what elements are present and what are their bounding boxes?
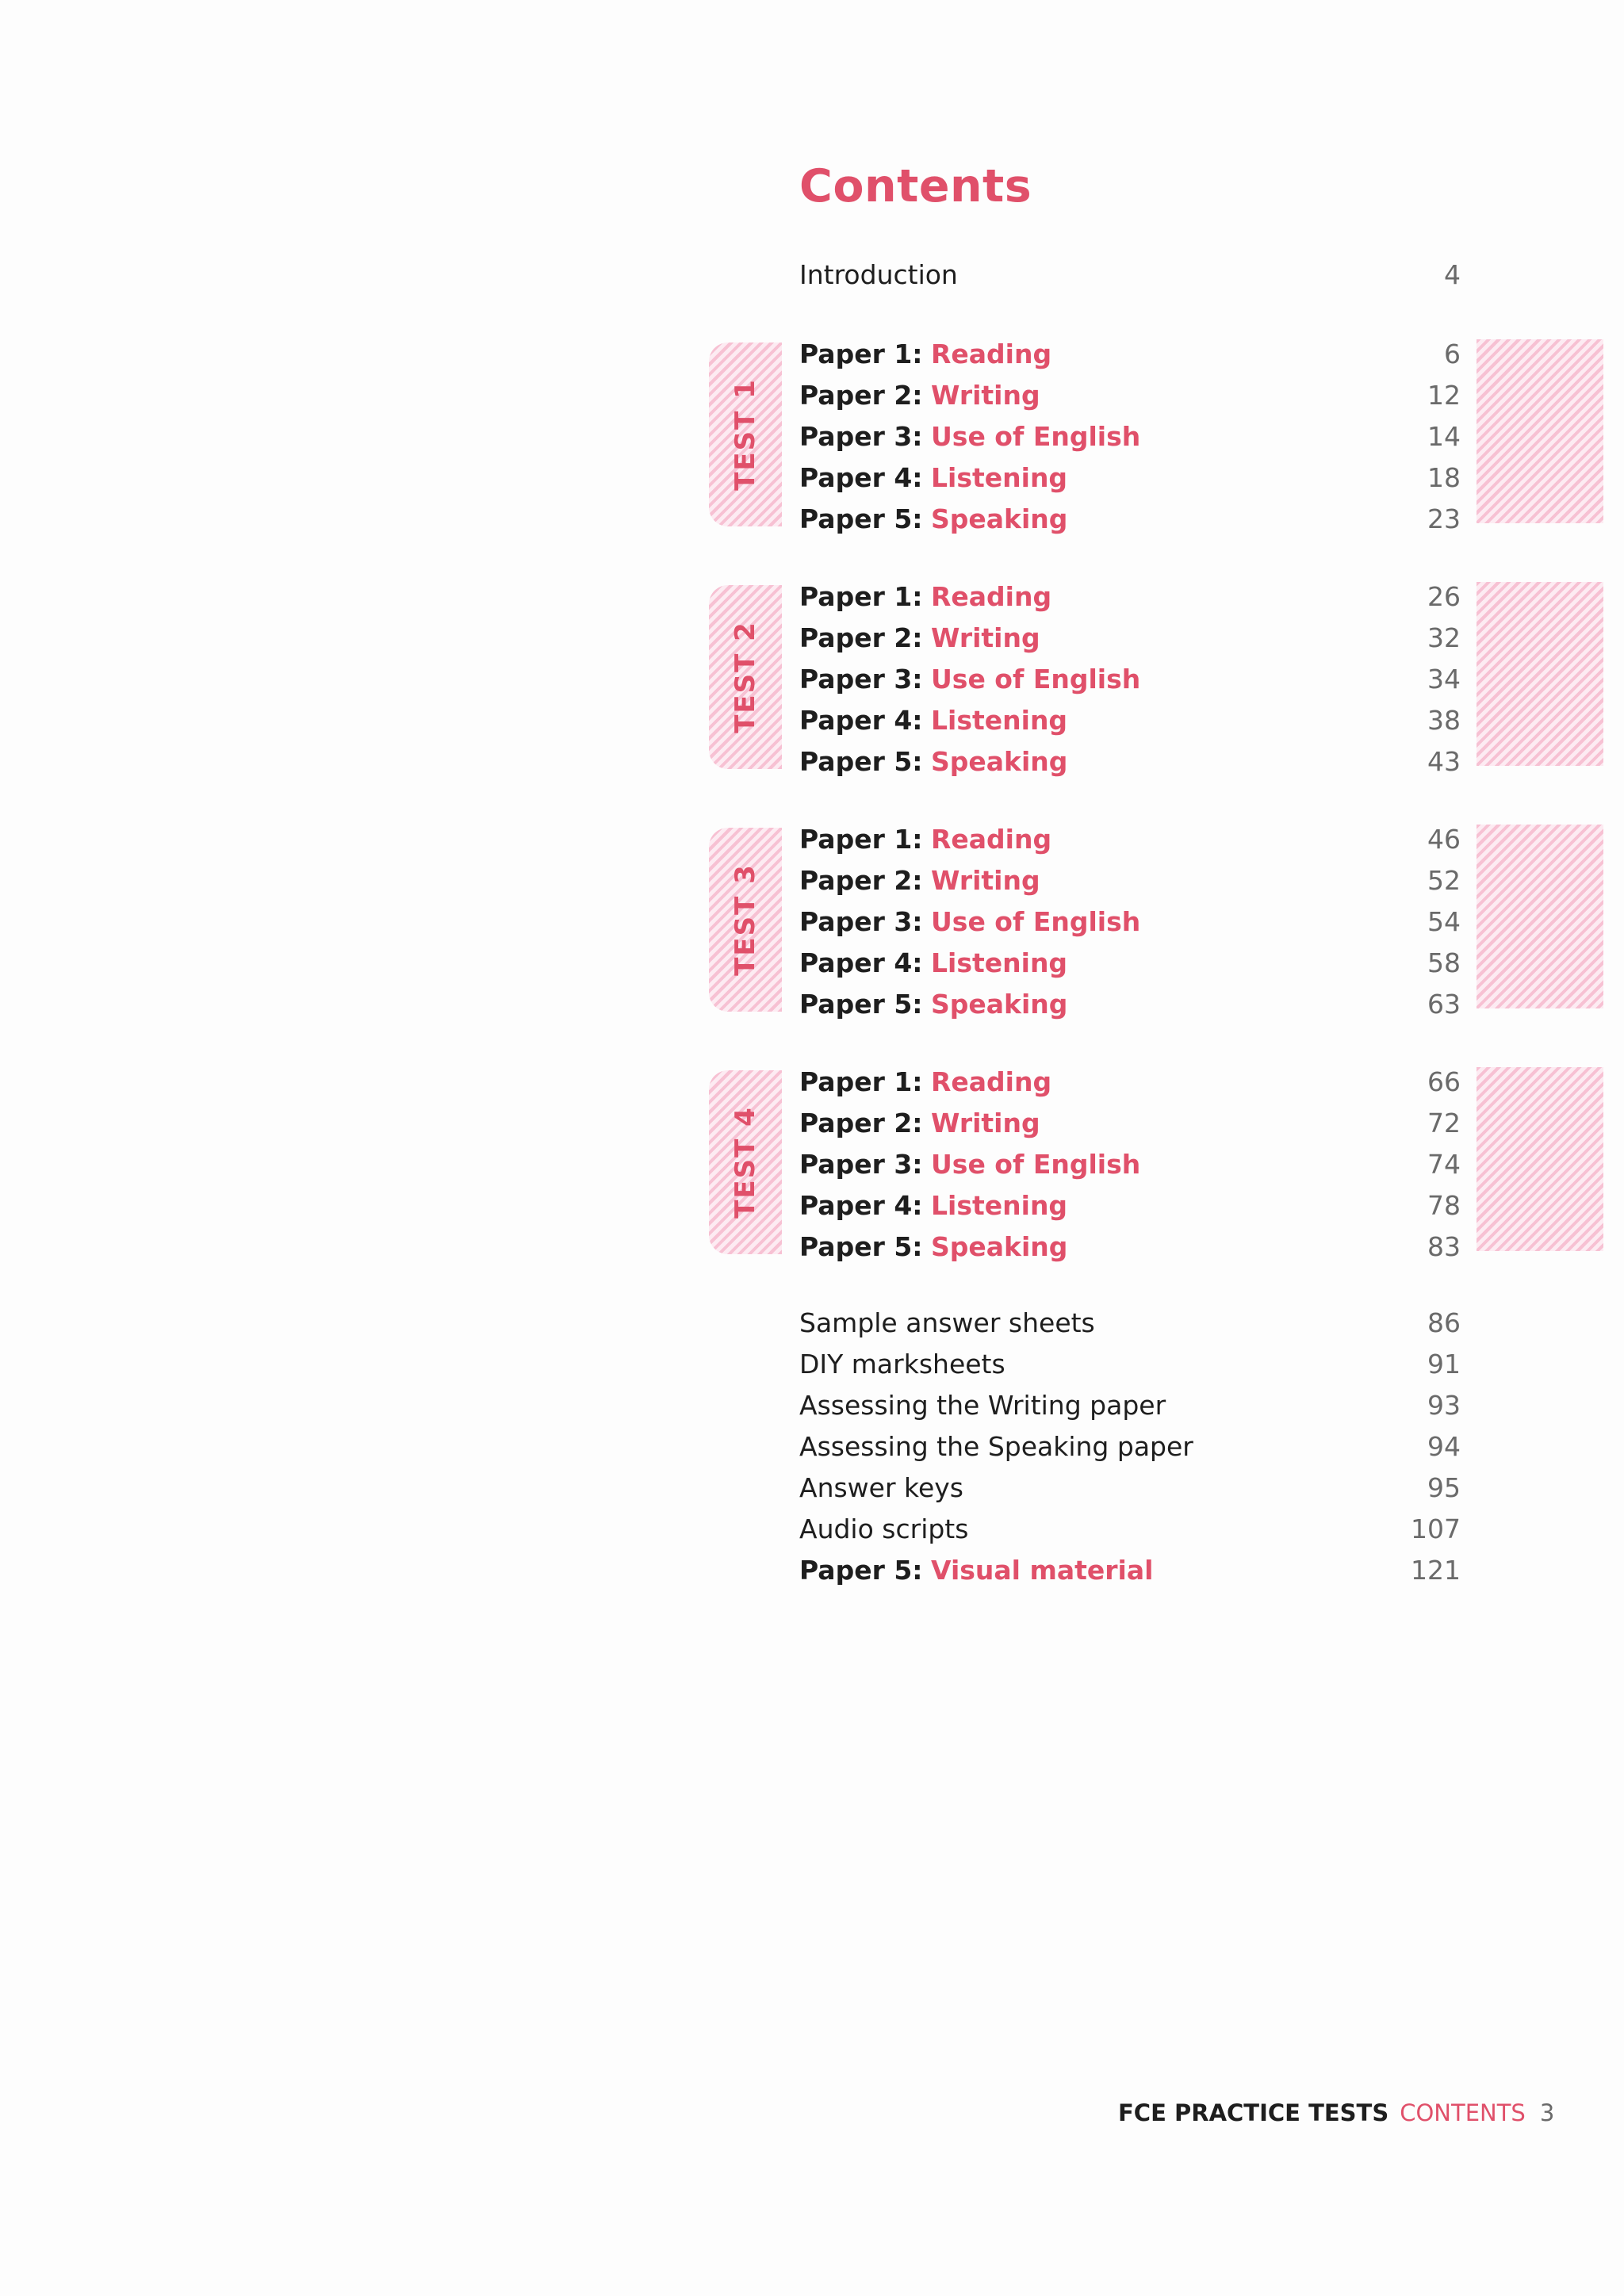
toc-entry-test1-paper4[interactable] [799, 457, 1461, 498]
paper-number: Paper 4: [799, 704, 923, 736]
footer-page-number: 3 [1539, 2099, 1555, 2126]
toc-entry-label: Audio scripts [799, 1513, 969, 1544]
toc-entry-test1-paper3[interactable] [799, 415, 1461, 457]
test-tab-label: TEST 4 [730, 1106, 761, 1219]
toc-page-number: 34 [1427, 663, 1461, 695]
toc-page-number: 38 [1427, 704, 1461, 736]
toc-entry-label: Answer keys [799, 1471, 963, 1503]
paper-number: Paper 1: [799, 823, 923, 855]
toc-page-number: 94 [1427, 1430, 1461, 1462]
paper-number: Paper 2: [799, 864, 923, 896]
toc-page-number: 91 [1427, 1348, 1461, 1380]
paper-subject: Reading [931, 1066, 1052, 1097]
paper-number: Paper 3: [799, 1148, 923, 1180]
paper-number: Paper 2: [799, 1107, 923, 1138]
toc-entry-test2-paper2[interactable] [799, 617, 1461, 658]
toc-page-number: 86 [1427, 1307, 1461, 1338]
test-marker-block-2 [1477, 582, 1603, 766]
toc-page-number: 14 [1427, 420, 1461, 452]
toc-page-number: 46 [1427, 823, 1461, 855]
toc-entry-visual-material[interactable] [799, 1549, 1461, 1590]
paper-number: Paper 5: [799, 503, 923, 534]
paper-subject: Use of English [931, 1148, 1141, 1180]
paper-subject: Speaking [931, 503, 1068, 534]
toc-page-number: 66 [1427, 1066, 1461, 1097]
paper-number: Paper 2: [799, 622, 923, 653]
toc-entry-test2-paper3[interactable] [799, 658, 1461, 699]
paper-number: Paper 3: [799, 663, 923, 695]
toc-page-number: 83 [1427, 1230, 1461, 1262]
toc-entry-label: Assessing the Writing paper [799, 1389, 1166, 1421]
toc-entry-label: Sample answer sheets [799, 1307, 1095, 1338]
toc-entry-test4-paper4[interactable] [799, 1184, 1461, 1226]
paper-number: Paper 3: [799, 905, 923, 937]
footer-section: CONTENTS [1400, 2099, 1526, 2126]
test-marker-block-1 [1477, 339, 1603, 523]
toc-entry-answer-keys[interactable] [799, 1467, 1461, 1508]
paper-subject: Listening [931, 704, 1068, 736]
toc-entry-test4-paper5[interactable] [799, 1226, 1461, 1267]
paper-number: Paper 1: [799, 580, 923, 612]
paper-subject: Speaking [931, 1230, 1068, 1262]
paper-number: Paper 4: [799, 461, 923, 493]
toc-page-number: 54 [1427, 905, 1461, 937]
paper-number: Paper 2: [799, 379, 923, 411]
toc-entry-assessing-writing[interactable] [799, 1384, 1461, 1425]
toc-page-number: 23 [1427, 503, 1461, 534]
toc-entry-introduction[interactable] [799, 254, 1461, 295]
paper-subject: Writing [931, 1107, 1040, 1138]
paper-subject: Use of English [931, 420, 1141, 452]
toc-entry-audio-scripts[interactable] [799, 1508, 1461, 1549]
toc-entry-label: DIY marksheets [799, 1348, 1005, 1380]
toc-page-number: 78 [1427, 1189, 1461, 1221]
paper-subject: Visual material [931, 1554, 1154, 1586]
toc-entry-test3-paper5[interactable] [799, 983, 1461, 1024]
paper-subject: Listening [931, 1189, 1068, 1221]
toc-page-number: 12 [1427, 379, 1461, 411]
test-tab-2 [709, 585, 782, 769]
toc-page-number: 4 [1444, 258, 1461, 290]
toc-entry-test3-paper4[interactable] [799, 942, 1461, 983]
toc-page-number: 107 [1411, 1513, 1461, 1544]
toc-page-number: 93 [1427, 1389, 1461, 1421]
toc-entry-test1-paper2[interactable] [799, 374, 1461, 415]
toc-entry-test4-paper2[interactable] [799, 1102, 1461, 1143]
paper-number: Paper 3: [799, 420, 923, 452]
test-tab-label: TEST 1 [730, 378, 761, 491]
paper-number: Paper 4: [799, 947, 923, 978]
paper-subject: Listening [931, 947, 1068, 978]
toc-page-number: 52 [1427, 864, 1461, 896]
paper-number: Paper 4: [799, 1189, 923, 1221]
paper-subject: Reading [931, 580, 1052, 612]
paper-subject: Speaking [931, 745, 1068, 777]
toc-page-number: 32 [1427, 622, 1461, 653]
paper-subject: Writing [931, 622, 1040, 653]
page-footer [1118, 2099, 1554, 2126]
toc-entry-test2-paper4[interactable] [799, 699, 1461, 740]
test-tab-1 [709, 342, 782, 526]
test-marker-block-4 [1477, 1067, 1603, 1251]
toc-page-number: 72 [1427, 1107, 1461, 1138]
toc-page-number: 43 [1427, 745, 1461, 777]
toc-entry-test2-paper5[interactable] [799, 740, 1461, 782]
footer-book-title: FCE PRACTICE TESTS [1118, 2099, 1389, 2126]
toc-page-number: 74 [1427, 1148, 1461, 1180]
page-title: Contents [799, 160, 1032, 212]
paper-subject: Reading [931, 823, 1052, 855]
test-tab-4 [709, 1070, 782, 1254]
toc-page-number: 58 [1427, 947, 1461, 978]
toc-entry-test1-paper5[interactable] [799, 498, 1461, 539]
toc-entry-label: Introduction [799, 258, 958, 290]
toc-entry-test3-paper1[interactable] [799, 818, 1461, 859]
test-tab-label: TEST 2 [730, 621, 761, 733]
toc-entry-test4-paper1[interactable] [799, 1061, 1461, 1102]
test-marker-block-3 [1477, 825, 1603, 1008]
paper-number: Paper 5: [799, 1554, 923, 1586]
toc-page-number: 63 [1427, 988, 1461, 1020]
paper-subject: Writing [931, 864, 1040, 896]
paper-subject: Listening [931, 461, 1068, 493]
paper-number: Paper 5: [799, 988, 923, 1020]
paper-number: Paper 5: [799, 745, 923, 777]
toc-entry-test3-paper2[interactable] [799, 859, 1461, 901]
paper-number: Paper 1: [799, 1066, 923, 1097]
toc-entry-test4-paper3[interactable] [799, 1143, 1461, 1184]
toc-page-number: 18 [1427, 461, 1461, 493]
toc-entry-test2-paper1[interactable] [799, 576, 1461, 617]
paper-subject: Use of English [931, 663, 1141, 695]
toc-entry-test1-paper1[interactable] [799, 333, 1461, 374]
paper-subject: Writing [931, 379, 1040, 411]
paper-number: Paper 5: [799, 1230, 923, 1262]
toc-page-number: 6 [1444, 338, 1461, 369]
paper-subject: Reading [931, 338, 1052, 369]
toc-entry-diy-marksheets[interactable] [799, 1343, 1461, 1384]
toc-page-number: 95 [1427, 1471, 1461, 1503]
test-tab-3 [709, 828, 782, 1012]
toc-page-number: 121 [1411, 1554, 1461, 1586]
paper-subject: Speaking [931, 988, 1068, 1020]
toc-entry-label: Assessing the Speaking paper [799, 1430, 1193, 1462]
toc-entry-test3-paper3[interactable] [799, 901, 1461, 942]
paper-subject: Use of English [931, 905, 1141, 937]
toc-entry-sample-answer-sheets[interactable] [799, 1302, 1461, 1343]
toc-entry-assessing-speaking[interactable] [799, 1425, 1461, 1467]
toc-page-number: 26 [1427, 580, 1461, 612]
paper-number: Paper 1: [799, 338, 923, 369]
test-tab-label: TEST 3 [730, 863, 761, 976]
